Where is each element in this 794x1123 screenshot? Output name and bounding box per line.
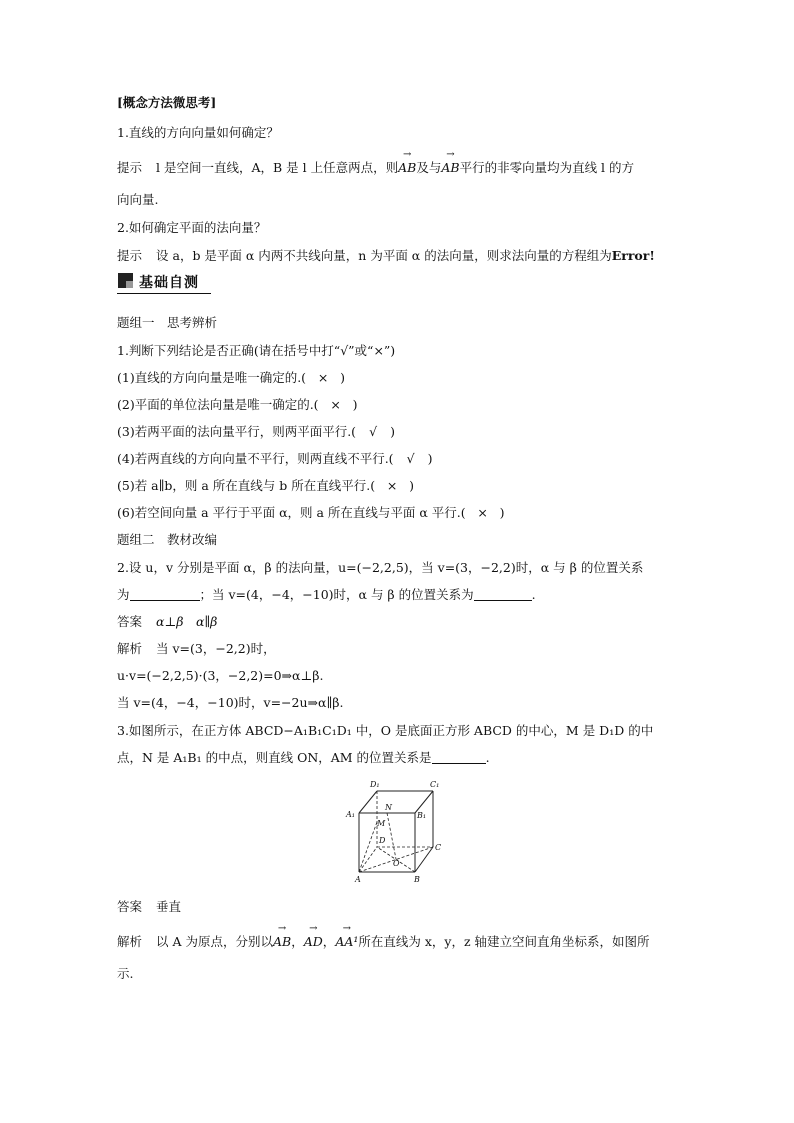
q1-hint-label: 提示 <box>117 160 143 175</box>
judge-item <box>117 370 345 386</box>
group1-intro: 1.判断下列结论是否正确(请在括号中打“√”或“×”) <box>117 343 396 358</box>
p3-line2 <box>117 750 490 766</box>
section-heading <box>117 271 211 294</box>
answer-value: 垂直 <box>156 899 182 914</box>
judge-item-answer: × <box>386 478 398 493</box>
p2-line1: 2.设 u，v 分别是平面 α，β 的法向量，u=(−2,2,5)，当 v=(3，−2,2)时，α 与 β 的位置关系 <box>117 560 644 575</box>
q2-question: 2.如何确定平面的法向量？ <box>117 220 267 235</box>
p2-line2-text-b: ；当 v=(4，−4，−10)时，α 与 β 的位置关系为 <box>199 587 474 602</box>
vector-ab: → AB <box>398 160 416 176</box>
answer-value: α⊥β α∥β <box>156 614 218 629</box>
vector-ad: → AD <box>304 934 323 950</box>
judge-item <box>117 424 395 440</box>
judge-item-text: (5)若 a∥b，则 a 所在直线与 b 所在直线平行.( <box>117 478 376 493</box>
cube-figure <box>343 776 443 886</box>
q1-hint-line2: 向向量. <box>117 192 159 207</box>
p2-analysis <box>117 641 276 657</box>
judge-item <box>117 478 414 494</box>
label-n: N <box>385 803 392 812</box>
label-a: A <box>355 875 361 884</box>
analysis-comma: ， <box>322 934 336 949</box>
p3-line2-end: . <box>485 750 490 765</box>
vector-ab: → AB <box>273 934 291 950</box>
answer-label: 答案 <box>117 899 143 914</box>
answer-blank <box>474 588 532 601</box>
p2-analysis-2: u·v=(−2,2,5)·(3，−2,2)=0⇒α⊥β. <box>117 668 324 683</box>
answer-blank <box>432 751 486 764</box>
p3-analysis-end: 示. <box>117 966 134 981</box>
analysis-label: 解析 <box>117 641 143 656</box>
p2-line2-text-a: 为 <box>117 587 130 602</box>
q1-hint-text-c: 平行的非零向量均为直线 l 的方 <box>459 160 635 175</box>
analysis-text: 当 v=(3，−2,2)时， <box>156 641 276 656</box>
group2-title: 题组二 教材改编 <box>117 532 218 547</box>
error-text: Error! <box>611 248 655 263</box>
label-b1: B₁ <box>417 811 427 820</box>
section-marker-icon <box>118 273 133 288</box>
vector-aa1: → AA¹ <box>335 934 358 950</box>
judge-item-answer: × <box>330 397 341 412</box>
label-c: C <box>435 843 442 852</box>
p3-analysis <box>117 934 650 950</box>
analysis-text-a: 以 A 为原点，分别以 <box>156 934 273 949</box>
vector-ab-2: → AB <box>441 160 459 176</box>
judge-item-close: ) <box>352 397 358 412</box>
p3-line1: 3.如图所示，在正方体 ABCD−A₁B₁C₁D₁ 中，O 是底面正方形 ABCD 的中心，M 是 D₁D 的中 <box>117 723 654 738</box>
judge-item-close: ) <box>390 424 395 439</box>
q1-question: 1.直线的方向向量如何确定？ <box>117 125 279 140</box>
label-a1: A₁ <box>346 810 355 819</box>
judge-item-text: (6)若空间向量 a 平行于平面 α，则 a 所在直线与平面 α 平行.( <box>117 505 466 520</box>
judge-item-answer: √ <box>406 451 415 466</box>
judge-item-close: ) <box>427 451 433 466</box>
judge-item-close: ) <box>499 505 505 520</box>
judge-item-close: ) <box>409 478 414 493</box>
q2-hint-label: 提示 <box>117 248 143 263</box>
judge-item <box>117 505 505 521</box>
label-m: M <box>377 819 386 828</box>
concept-header: [概念方法微思考] <box>117 95 217 110</box>
judge-item-text: (1)直线的方向向量是唯一确定的.( <box>117 370 307 385</box>
judge-item-text: (4)若两直线的方向向量不平行，则两直线不平行.( <box>117 451 394 466</box>
q1-hint-line1 <box>117 160 634 176</box>
answer-label: 答案 <box>117 614 143 629</box>
label-d: D <box>379 836 386 845</box>
judge-item-answer: √ <box>369 424 378 439</box>
judge-item-text: (3)若两平面的法向量平行，则两平面平行.( <box>117 424 357 439</box>
q2-hint-text: 设 a，b 是平面 α 内两不共线向量，n 为平面 α 的法向量，则求法向量的方程组为 <box>156 248 612 263</box>
analysis-comma: ， <box>291 934 304 949</box>
group1-title: 题组一 思考辨析 <box>117 315 218 330</box>
judge-item-answer: × <box>477 505 488 520</box>
judge-item-answer: × <box>317 370 329 385</box>
judge-item <box>117 451 432 467</box>
label-b: B <box>414 875 420 884</box>
answer-blank <box>130 588 200 601</box>
q1-hint-text-a: l 是空间一直线，A，B 是 l 上任意两点，则 <box>156 160 399 175</box>
section-title: 基础自测 <box>139 275 199 291</box>
label-o: O <box>393 859 400 868</box>
p2-line2 <box>117 587 536 603</box>
analysis-label: 解析 <box>117 934 143 949</box>
judge-item-close: ) <box>340 370 345 385</box>
q2-hint <box>117 248 655 264</box>
p2-analysis-3: 当 v=(4，−4，−10)时，v=−2u⇒α∥β. <box>117 695 344 710</box>
p2-answer <box>117 614 217 630</box>
p3-line2-text: 点，N 是 A₁B₁ 的中点，则直线 ON，AM 的位置关系是 <box>117 750 432 765</box>
label-c1: C₁ <box>430 780 440 789</box>
analysis-text-b: 所在直线为 x，y，z 轴建立空间直角坐标系，如图所 <box>358 934 650 949</box>
label-d1: D₁ <box>370 780 380 789</box>
judge-item-text: (2)平面的单位法向量是唯一确定的.( <box>117 397 319 412</box>
judge-item <box>117 397 357 413</box>
q1-hint-text-b: 及与 <box>416 160 442 175</box>
p3-answer <box>117 899 181 915</box>
p2-line2-text-c: . <box>531 587 536 602</box>
